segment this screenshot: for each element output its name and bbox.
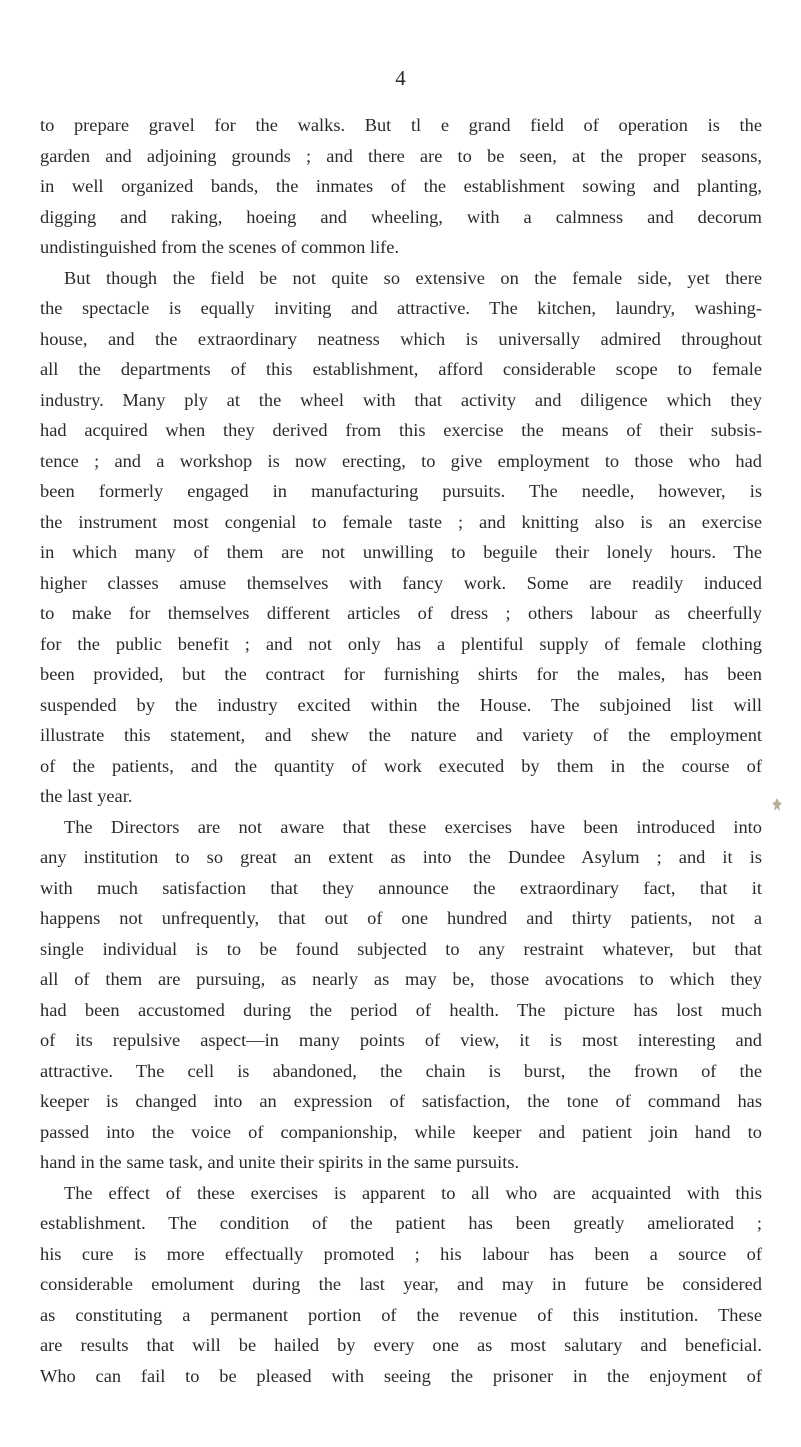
text-line: The effect of these exercises is apparent to all who are acquainted with this [64, 1182, 762, 1203]
text-line: of the patients, and the quantity of work executed by them in the course of [40, 755, 762, 776]
text-line: undistinguished from the scenes of common life. [40, 237, 400, 257]
text-line: single individual is to be found subjected to any restraint whatever, but that [40, 938, 762, 959]
text-line: had been accustomed during the period of health. The picture has lost much [40, 999, 762, 1020]
text-line: the spectacle is equally inviting and attractive. The kitchen, laundry, washing- [40, 298, 762, 318]
body-text [40, 110, 762, 1391]
text-line: digging and raking, hoeing and wheeling, with a calmness and decorum [40, 206, 762, 227]
text-line: illustrate this statement, and shew the nature and variety of the employment [40, 725, 762, 745]
text-line: higher classes amuse themselves with fancy work. Some are readily induced [40, 572, 762, 593]
text-line: But though the field be not quite so extensive on the female side, yet there [64, 267, 762, 288]
text-line: with much satisfaction that they announce the extraordinary fact, that it [40, 877, 762, 898]
text-line: to make for themselves different articles of dress ; others labour as cheerfully [40, 603, 762, 623]
text-line: are results that will be hailed by every one as most salutary and beneficial. [40, 1335, 762, 1355]
text-line: as constituting a permanent portion of the revenue of this institution. These [40, 1304, 762, 1325]
ink-blot-icon [771, 797, 783, 813]
text-line: to prepare gravel for the walks. But tl e grand field of operation is the [40, 115, 762, 135]
text-line: hand in the same task, and unite their spirits in the same pursuits. [40, 1152, 520, 1172]
text-line: for the public benefit ; and not only has a plentiful supply of female clothing [40, 633, 762, 654]
text-line: any institution to so great an extent as into the Dundee Asylum ; and it is [40, 847, 762, 867]
text-line: of its repulsive aspect—in many points of view, it is most interesting and [40, 1030, 762, 1050]
text-line: the last year. [40, 786, 133, 806]
text-line: The Directors are not aware that these exercises have been introduced into [64, 816, 762, 837]
text-line: keeper is changed into an expression of satisfaction, the tone of command has [40, 1091, 762, 1111]
text-line: been formerly engaged in manufacturing pursuits. The needle, however, is [40, 481, 762, 501]
text-line: all of them are pursuing, as nearly as may be, those avocations to which they [40, 969, 762, 989]
text-line: all the departments of this establishment, afford considerable scope to female [40, 359, 762, 379]
text-line: in which many of them are not unwilling to beguile their lonely hours. The [40, 542, 762, 562]
text-line: attractive. The cell is abandoned, the chain is burst, the frown of the [40, 1060, 762, 1081]
text-line: happens not unfrequently, that out of one hundred and thirty patients, not a [40, 908, 762, 928]
text-line: establishment. The condition of the patient has been greatly ameliorated ; [40, 1213, 762, 1233]
text-line: his cure is more effectually promoted ; his labour has been a source of [40, 1243, 762, 1264]
text-line: garden and adjoining grounds ; and there are to be seen, at the proper seasons, [40, 145, 762, 166]
text-line: the instrument most congenial to female taste ; and knitting also is an exercise [40, 511, 762, 532]
text-line: been provided, but the contract for furnishing shirts for the males, has been [40, 664, 762, 684]
text-line: industry. Many ply at the wheel with that activity and diligence which they [40, 389, 762, 410]
text-line: Who can fail to be pleased with seeing the prisoner in the enjoyment of [40, 1365, 762, 1386]
text-line: passed into the voice of companionship, while keeper and patient join hand to [40, 1121, 762, 1142]
text-line: had acquired when they derived from this exercise the means of their subsis- [40, 420, 762, 440]
text-line: house, and the extraordinary neatness which is universally admired throughout [40, 328, 762, 349]
text-line: suspended by the industry excited within the House. The subjoined list will [40, 694, 762, 715]
text-line: considerable emolument during the last year, and may in future be considered [40, 1274, 762, 1294]
text-line: in well organized bands, the inmates of the establishment sowing and planting, [40, 176, 762, 196]
page-number: 4 [395, 66, 406, 90]
text-line: tence ; and a workshop is now erecting, to give employment to those who had [40, 450, 762, 471]
